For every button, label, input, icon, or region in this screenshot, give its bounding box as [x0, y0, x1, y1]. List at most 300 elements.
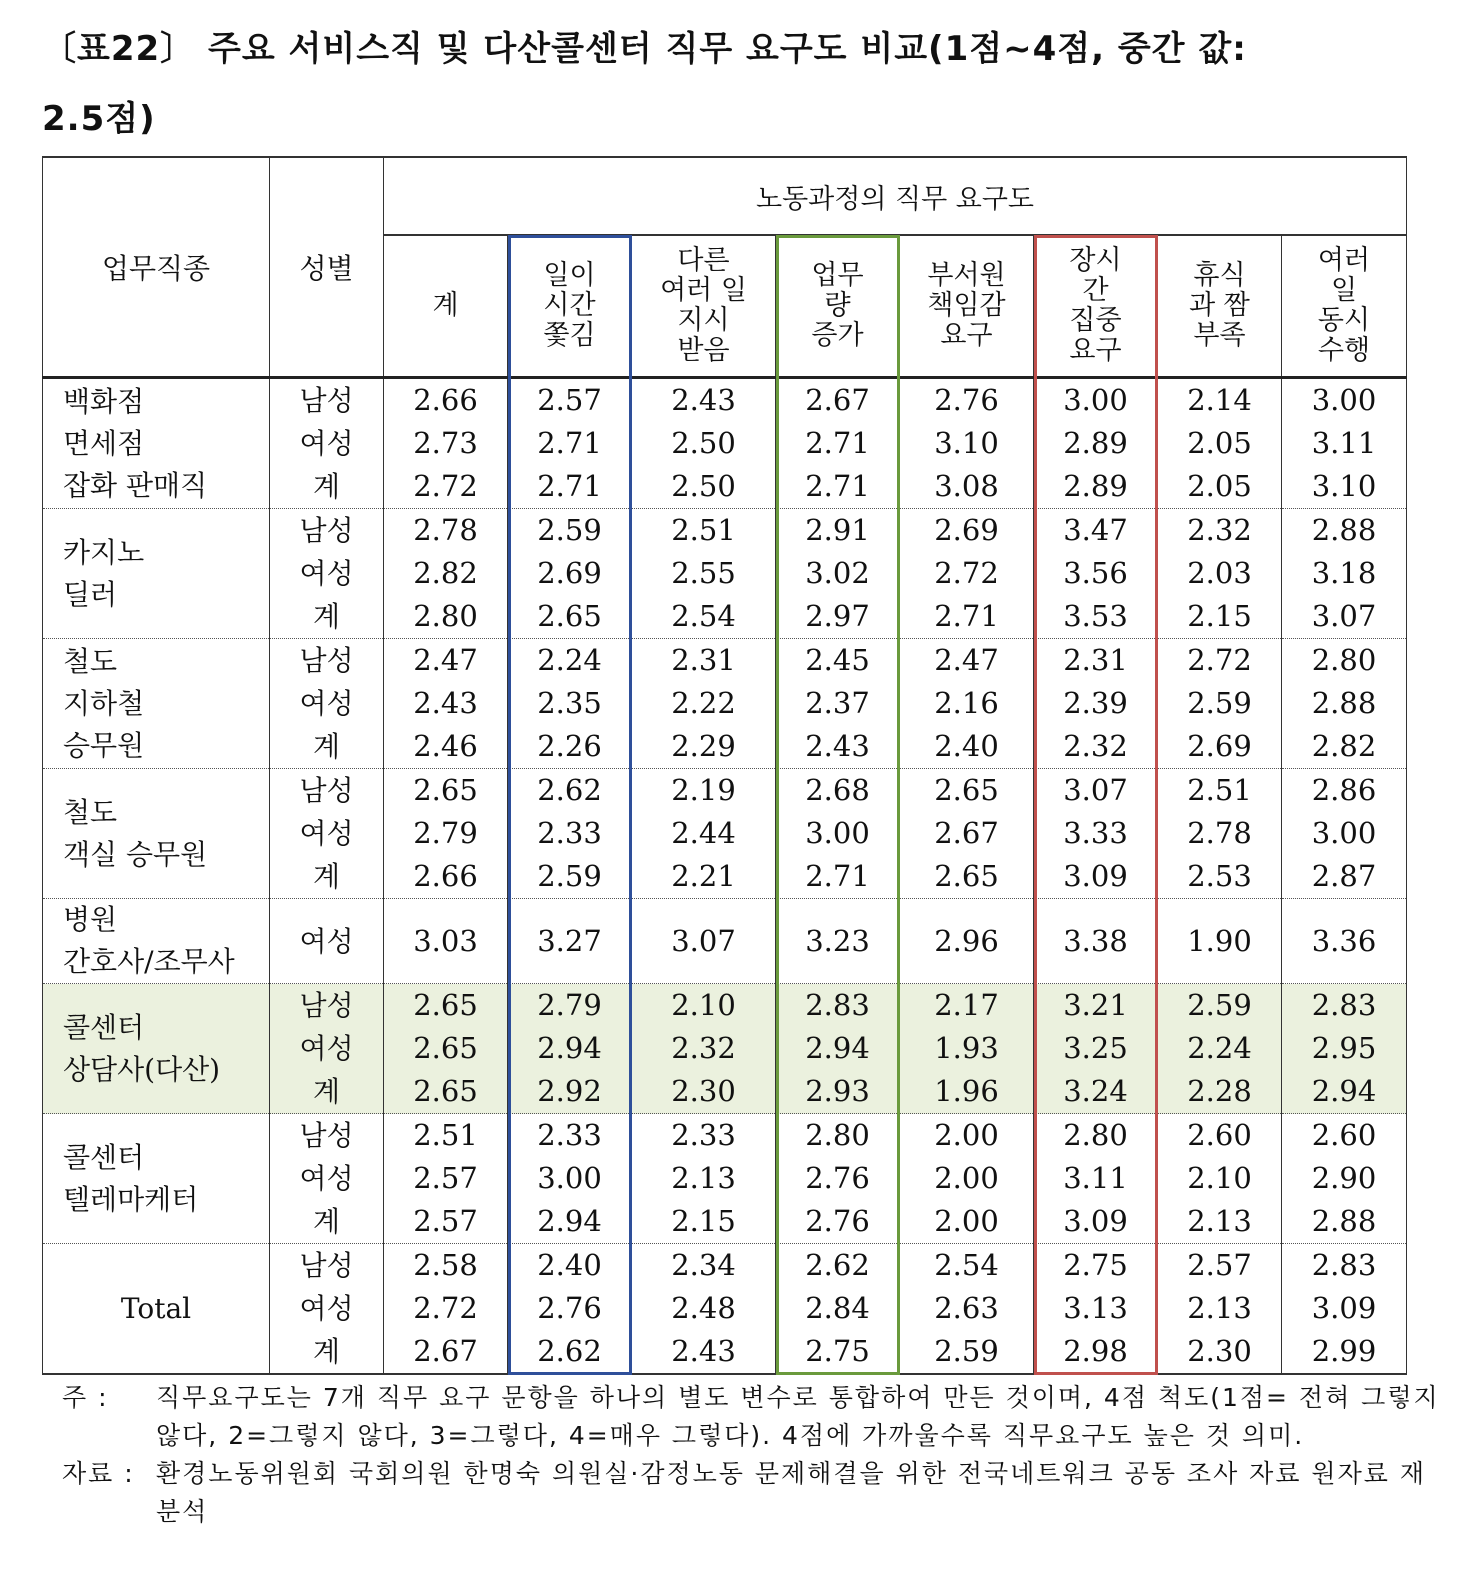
value-cell [632, 378, 776, 509]
data-value: 3.00 [805, 816, 870, 850]
data-value: 3.00 [1311, 383, 1377, 417]
data-value: 2.15 [671, 1204, 736, 1238]
value-cell [1282, 769, 1407, 899]
data-value: 2.67 [413, 1334, 478, 1368]
data-value: 3.53 [1063, 599, 1128, 633]
data-value: 2.88 [1311, 513, 1377, 547]
data-value: 2.78 [413, 513, 478, 547]
occupation-cell [43, 1114, 270, 1244]
data-value: 2.43 [671, 383, 736, 417]
data-value: 2.84 [805, 1291, 870, 1325]
data-value: 2.88 [1311, 686, 1377, 720]
group-row [43, 899, 1407, 984]
value-cell [900, 378, 1034, 509]
data-value: 2.62 [537, 1334, 602, 1368]
data-value: 2.33 [537, 1118, 602, 1152]
data-value: 3.33 [1063, 816, 1128, 850]
data-value: 2.32 [671, 1031, 736, 1065]
occupation-name-line: 지하철 [63, 686, 145, 720]
data-value: 2.55 [671, 556, 736, 590]
value-cell [900, 769, 1034, 899]
data-value: 2.94 [805, 1031, 870, 1065]
column-header-line: 시간 [543, 290, 596, 321]
data-value: 2.05 [1187, 469, 1252, 503]
data-value: 2.35 [537, 686, 602, 720]
column-header-line: 휴식 [1193, 260, 1246, 291]
occupation-cell [43, 984, 270, 1114]
data-value: 2.31 [671, 643, 736, 677]
value-cell [384, 899, 508, 984]
data-value: 2.05 [1187, 426, 1252, 460]
occupation-name-line: 병원 [63, 903, 118, 936]
data-value: 2.82 [413, 556, 478, 590]
data-value: 2.94 [537, 1204, 602, 1238]
data-value: 2.54 [671, 599, 736, 633]
data-value: 2.51 [413, 1118, 478, 1152]
data-value: 2.31 [1063, 643, 1128, 677]
data-value: 2.71 [537, 469, 602, 503]
data-value: 2.80 [413, 599, 478, 633]
value-cell [508, 639, 632, 769]
column-header-line: 다른 [677, 245, 730, 276]
data-value: 2.62 [537, 773, 602, 807]
value-cell [384, 639, 508, 769]
data-value: 2.50 [671, 469, 736, 503]
value-cell [508, 378, 632, 509]
value-cell [1034, 1114, 1158, 1244]
sex-value: 여성 [299, 427, 354, 460]
data-value: 2.82 [1311, 729, 1377, 763]
data-value: 2.67 [805, 383, 870, 417]
value-cell [900, 899, 1034, 984]
occupation-cell [43, 769, 270, 899]
data-value: 2.69 [934, 513, 999, 547]
column-header-line: 요구 [940, 320, 993, 351]
data-value: 2.57 [413, 1204, 478, 1238]
source-row [62, 1455, 1442, 1531]
data-value: 2.63 [934, 1291, 999, 1325]
occupation-cell [43, 378, 270, 509]
data-value: 3.18 [1311, 556, 1377, 590]
occupation-name-line: 상담사(다산) [63, 1052, 221, 1086]
value-cell [632, 1244, 776, 1375]
value-cell [1158, 984, 1282, 1114]
column-header-line: 지시 [677, 305, 730, 336]
value-cell [1282, 378, 1407, 509]
occupation-name-line: 승무원 [63, 728, 145, 762]
data-value: 2.24 [537, 643, 602, 677]
sex-value: 남성 [299, 1119, 354, 1152]
data-value: 2.97 [805, 599, 870, 633]
occupation-name-line: 콜센터 [63, 1140, 145, 1174]
data-value: 2.65 [934, 773, 999, 807]
column-header-line: 집중 [1069, 305, 1122, 336]
value-cell [776, 899, 900, 984]
column-header-line: 부서원 [927, 260, 1006, 291]
data-value: 3.10 [1311, 469, 1377, 503]
occupation-name-line: 콜센터 [63, 1010, 145, 1044]
sex-value: 계 [312, 860, 341, 893]
data-value: 2.80 [1311, 643, 1377, 677]
column-header-line: 요구 [1069, 335, 1122, 366]
data-value: 3.24 [1063, 1074, 1128, 1108]
data-value: 2.13 [1187, 1204, 1252, 1238]
value-cell [1034, 509, 1158, 639]
data-value: 2.13 [1187, 1291, 1252, 1325]
column-header-line: 과 짬 [1189, 290, 1250, 321]
value-cell [1158, 899, 1282, 984]
data-value: 2.79 [537, 988, 602, 1022]
data-value: 3.11 [1063, 1161, 1128, 1195]
data-value: 2.80 [1063, 1118, 1128, 1152]
group-row [43, 639, 1407, 769]
note-row [62, 1379, 1442, 1455]
value-cell [508, 769, 632, 899]
column-header-line: 여러 [1317, 245, 1371, 276]
group-row [43, 1114, 1407, 1244]
value-cell [1158, 509, 1282, 639]
value-cell [632, 1114, 776, 1244]
data-value: 3.56 [1063, 556, 1128, 590]
column-header [1034, 235, 1158, 378]
column-header-line: 받음 [677, 335, 730, 366]
value-cell [776, 378, 900, 509]
column-header-line: 책임감 [927, 290, 1006, 321]
sex-value: 남성 [299, 989, 354, 1022]
data-value: 2.57 [537, 383, 602, 417]
sex-value: 남성 [299, 774, 354, 807]
column-header-line: 일이 [543, 260, 596, 291]
table-title [42, 14, 1442, 154]
data-value: 2.83 [1311, 1248, 1377, 1282]
sex-value: 여성 [299, 1032, 354, 1065]
column-header [776, 235, 900, 378]
sex-value: 여성 [299, 817, 354, 850]
data-value: 2.79 [413, 816, 478, 850]
data-value: 2.34 [671, 1248, 736, 1282]
data-value: 2.66 [413, 859, 478, 893]
data-value: 2.67 [934, 816, 999, 850]
value-cell [900, 509, 1034, 639]
data-value: 2.65 [413, 1031, 478, 1065]
data-value: 1.96 [934, 1074, 999, 1108]
sex-value: 계 [312, 600, 341, 633]
value-cell [900, 1114, 1034, 1244]
data-value: 3.11 [1311, 426, 1377, 460]
data-value: 2.43 [671, 1334, 736, 1368]
data-value: 2.48 [671, 1291, 736, 1325]
value-cell [1034, 769, 1158, 899]
data-value: 2.30 [1187, 1334, 1252, 1368]
data-value: 2.75 [805, 1334, 870, 1368]
group-row [43, 769, 1407, 899]
column-header-line: 계 [432, 290, 459, 321]
value-cell [1158, 1244, 1282, 1375]
data-value: 2.51 [671, 513, 736, 547]
data-value: 2.32 [1063, 729, 1128, 763]
occupation-name-line: 카지노 [63, 535, 145, 569]
value-cell [632, 639, 776, 769]
data-value: 2.45 [805, 643, 870, 677]
data-value: 2.21 [671, 859, 736, 893]
sex-value: 여성 [299, 687, 354, 720]
data-value: 3.36 [1311, 923, 1377, 958]
column-header [632, 235, 776, 378]
sex-cell [270, 1114, 384, 1244]
column-header-line: 간 [1082, 275, 1109, 306]
data-value: 3.21 [1063, 988, 1128, 1022]
data-value: 2.65 [413, 1074, 478, 1108]
data-value: 2.92 [537, 1074, 602, 1108]
value-cell [1034, 639, 1158, 769]
value-cell [1034, 1244, 1158, 1375]
column-header-line: 증가 [811, 320, 864, 351]
value-cell [1282, 1244, 1407, 1375]
data-value: 2.10 [671, 988, 736, 1022]
header-row-1 [43, 157, 1407, 235]
value-cell [776, 1244, 900, 1375]
data-value: 2.62 [805, 1248, 870, 1282]
data-value: 2.71 [805, 426, 870, 460]
data-value: 2.91 [805, 513, 870, 547]
data-value: 2.71 [934, 599, 999, 633]
occupation-name-line: 텔레마케터 [63, 1182, 199, 1216]
value-cell [1282, 1114, 1407, 1244]
data-value: 2.58 [413, 1248, 478, 1282]
value-cell [776, 509, 900, 639]
value-cell [1282, 509, 1407, 639]
data-value: 2.69 [1187, 729, 1252, 763]
data-value: 2.59 [537, 859, 602, 893]
occupation-name-line: 간호사/조무사 [63, 945, 235, 978]
value-cell [384, 1114, 508, 1244]
data-value: 2.33 [537, 816, 602, 850]
data-value: 2.76 [805, 1204, 870, 1238]
data-value: 2.72 [413, 469, 478, 503]
column-header-line: 동시 [1317, 305, 1371, 336]
value-cell [508, 984, 632, 1114]
value-cell [384, 769, 508, 899]
value-cell [776, 639, 900, 769]
data-value: 3.00 [537, 1161, 602, 1195]
group-row [43, 1244, 1407, 1375]
value-cell [900, 1244, 1034, 1375]
data-value: 2.65 [413, 988, 478, 1022]
column-header [508, 235, 632, 378]
title-line-1: 〔표22〕 주요 서비스직 및 다산콜센터 직무 요구도 비교(1점~4점, 중간 값: [42, 29, 1247, 69]
data-value: 2.95 [1311, 1031, 1377, 1065]
value-cell [776, 1114, 900, 1244]
value-cell [1282, 984, 1407, 1114]
data-value: 2.00 [934, 1204, 999, 1238]
data-value: 2.59 [537, 513, 602, 547]
data-value: 2.88 [1311, 1204, 1377, 1238]
data-value: 2.57 [1187, 1248, 1252, 1282]
data-value: 2.40 [934, 729, 999, 763]
data-value: 2.14 [1187, 383, 1252, 417]
sex-cell [270, 378, 384, 509]
data-value: 2.60 [1187, 1118, 1252, 1152]
column-header [1282, 235, 1407, 378]
occupation-name-line: 잡화 판매직 [63, 468, 208, 502]
column-header-line: 일 [1330, 275, 1358, 306]
data-value: 2.26 [537, 729, 602, 763]
data-value: 2.15 [1187, 599, 1252, 633]
note-text: 직무요구도는 7개 직무 요구 문항을 하나의 별도 변수로 통합하여 만든 것이며, 4점 척도(1점= 전혀 그렇지 않다, 2=그렇지 않다, 3=그렇다, 4=매우 그렇다). 4점에 가까울수록 직무요구도 높은 것 의미. [156, 1383, 1440, 1450]
column-header [900, 235, 1034, 378]
data-value: 2.43 [413, 686, 478, 720]
data-value: 3.25 [1063, 1031, 1128, 1065]
column-header-line: 장시 [1069, 245, 1122, 276]
data-value: 2.53 [1187, 859, 1252, 893]
group-row [43, 378, 1407, 509]
sex-value: 계 [312, 730, 341, 763]
value-cell [776, 984, 900, 1114]
data-value: 2.96 [934, 923, 999, 958]
data-value: 2.71 [805, 859, 870, 893]
data-value: 2.73 [413, 426, 478, 460]
data-value: 2.13 [671, 1161, 736, 1195]
data-value: 2.37 [805, 686, 870, 720]
data-value: 2.00 [934, 1118, 999, 1152]
title-line-2: 2.5점) [42, 99, 156, 139]
value-cell [1034, 899, 1158, 984]
data-value: 3.27 [537, 923, 602, 958]
data-value: 3.00 [1311, 816, 1377, 850]
data-value: 2.65 [413, 773, 478, 807]
data-value: 2.78 [1187, 816, 1252, 850]
data-value: 2.83 [805, 988, 870, 1022]
value-cell [1158, 769, 1282, 899]
data-value: 2.43 [805, 729, 870, 763]
value-cell [384, 984, 508, 1114]
data-value: 2.03 [1187, 556, 1252, 590]
value-cell [900, 984, 1034, 1114]
sex-value: 여성 [299, 557, 354, 590]
sex-value: 계 [312, 1335, 341, 1368]
source-text: 환경노동위원회 국회의원 한명숙 의원실·감정노동 문제해결을 위한 전국네트워크 공동 조사 자료 원자료 재분석 [156, 1459, 1426, 1526]
data-value: 2.75 [1063, 1248, 1128, 1282]
data-value: 2.66 [413, 383, 478, 417]
occupation-name-line: 백화점 [63, 384, 145, 418]
sex-value: 남성 [299, 1249, 354, 1282]
data-value: 3.23 [805, 923, 870, 958]
data-value: 2.47 [413, 643, 478, 677]
data-value: 2.80 [805, 1118, 870, 1152]
sex-value: 남성 [299, 644, 354, 677]
data-value: 2.29 [671, 729, 736, 763]
data-value: 2.22 [671, 686, 736, 720]
data-value: 2.16 [934, 686, 999, 720]
data-value: 2.51 [1187, 773, 1252, 807]
data-value: 2.39 [1063, 686, 1128, 720]
group-row [43, 984, 1407, 1114]
occupation-cell [43, 639, 270, 769]
data-value: 2.72 [934, 556, 999, 590]
data-value: 2.98 [1063, 1334, 1128, 1368]
data-value: 3.09 [1063, 1204, 1128, 1238]
column-header-line: 량 [824, 290, 851, 321]
data-value: 2.30 [671, 1074, 736, 1108]
note-label: 주 : [62, 1383, 109, 1412]
table-notes [62, 1379, 1442, 1531]
occupation-cell [43, 1244, 270, 1375]
occupation-name-line: Total [120, 1291, 192, 1325]
header-occupation: 업무직종 [43, 157, 270, 378]
value-cell [1282, 639, 1407, 769]
data-value: 2.76 [805, 1161, 870, 1195]
value-cell [632, 984, 776, 1114]
occupation-name-line: 철도 [63, 795, 118, 829]
data-value: 3.08 [934, 469, 999, 503]
data-value: 2.94 [537, 1031, 602, 1065]
data-value: 2.83 [1311, 988, 1377, 1022]
data-value: 2.68 [805, 773, 870, 807]
data-value: 3.07 [1311, 599, 1377, 633]
sex-value: 여성 [299, 1292, 354, 1325]
data-value: 2.93 [805, 1074, 870, 1108]
data-value: 2.76 [537, 1291, 602, 1325]
value-cell [384, 1244, 508, 1375]
data-value: 2.90 [1311, 1161, 1377, 1195]
column-header-line: 업무 [811, 260, 864, 291]
occupation-cell [43, 899, 270, 984]
data-value: 2.72 [413, 1291, 478, 1325]
data-value: 2.94 [1311, 1074, 1377, 1108]
data-value: 2.59 [1187, 686, 1252, 720]
data-value: 2.99 [1311, 1334, 1377, 1368]
header-group: 노동과정의 직무 요구도 [384, 157, 1407, 235]
value-cell [1158, 1114, 1282, 1244]
data-value: 2.44 [671, 816, 736, 850]
occupation-name-line: 면세점 [63, 426, 145, 460]
data-value: 2.76 [934, 383, 999, 417]
data-value: 2.87 [1311, 859, 1377, 893]
data-value: 2.71 [537, 426, 602, 460]
data-value: 2.71 [805, 469, 870, 503]
data-value: 2.32 [1187, 513, 1252, 547]
column-header-line: 쫓김 [543, 320, 596, 351]
data-value: 2.28 [1187, 1074, 1252, 1108]
sex-value: 남성 [299, 384, 354, 417]
data-value: 2.65 [537, 599, 602, 633]
data-value: 2.59 [934, 1334, 999, 1368]
data-value: 3.07 [1063, 773, 1128, 807]
occupation-name-line: 딜러 [63, 577, 118, 611]
data-value: 2.40 [537, 1248, 602, 1282]
data-value: 2.59 [1187, 988, 1252, 1022]
column-header [1158, 235, 1282, 378]
data-value: 2.19 [671, 773, 736, 807]
column-header-line: 여러 일 [660, 275, 747, 306]
occupation-cell [43, 509, 270, 639]
data-value: 2.17 [934, 988, 999, 1022]
header-sex: 성별 [270, 157, 384, 378]
value-cell [900, 639, 1034, 769]
data-value: 2.47 [934, 643, 999, 677]
data-value: 3.00 [1063, 383, 1128, 417]
group-row [43, 509, 1407, 639]
sex-cell [270, 769, 384, 899]
sex-cell [270, 899, 384, 984]
sex-value: 계 [312, 1205, 341, 1238]
column-header [384, 235, 508, 378]
data-value: 3.09 [1063, 859, 1128, 893]
sex-value: 계 [312, 470, 341, 503]
sex-cell [270, 509, 384, 639]
data-value: 2.69 [537, 556, 602, 590]
value-cell [632, 509, 776, 639]
